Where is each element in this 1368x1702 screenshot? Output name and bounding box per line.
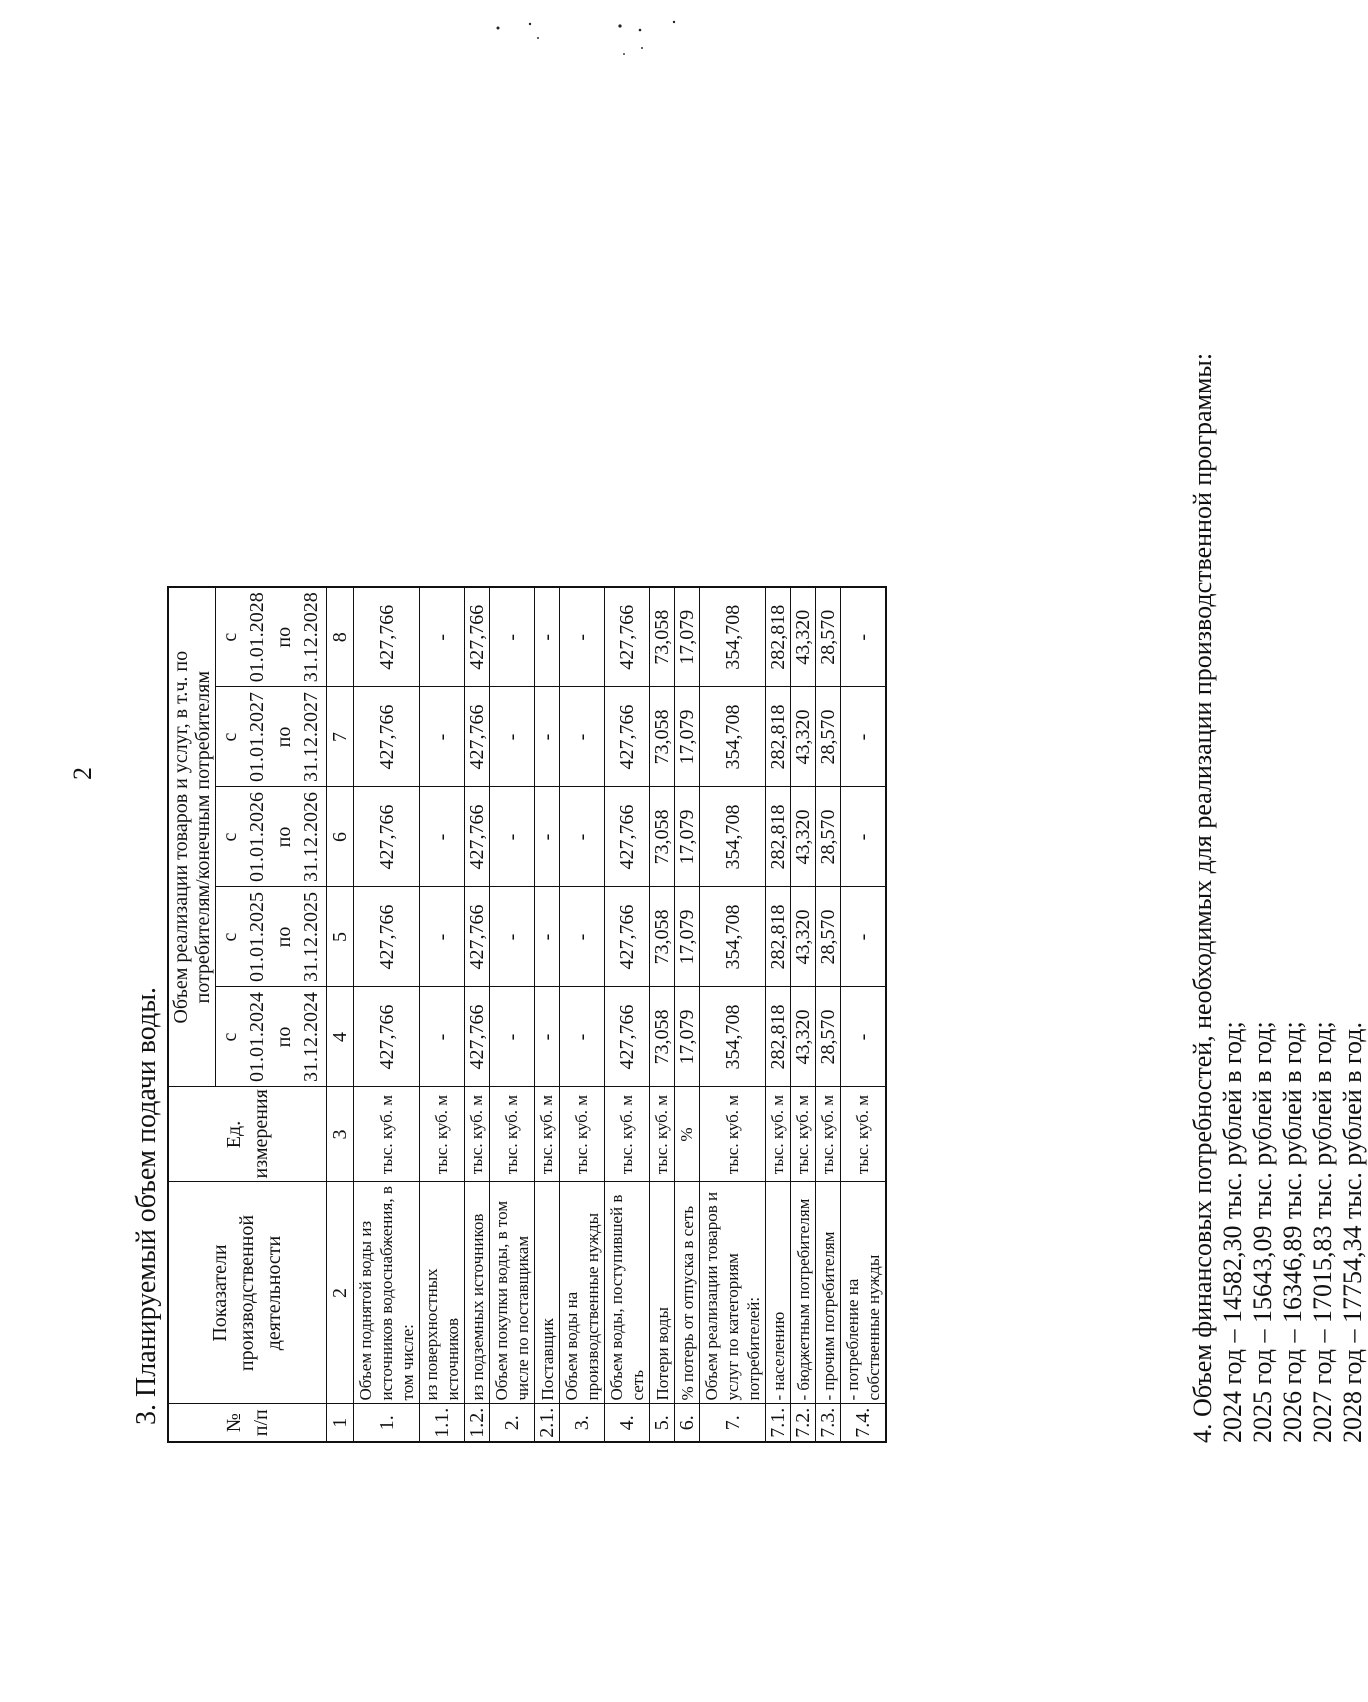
table-row	[675, 587, 700, 1442]
row-unit: тыс. куб. м	[791, 1087, 816, 1182]
row-indicator: Объем воды, поступившей в сеть	[605, 1182, 650, 1404]
section-3-title: 3. Планируемый объем подачи воды.	[131, 986, 162, 1425]
row-indicator: - населению	[766, 1182, 791, 1404]
column-number: 6	[327, 787, 354, 887]
row-value: 427,766	[465, 587, 490, 687]
row-value: 354,708	[700, 687, 766, 787]
row-unit: тыс. куб. м	[420, 1087, 465, 1182]
row-number: 1.1.	[420, 1404, 465, 1442]
row-value: -	[841, 787, 887, 887]
rotated-page-content	[130, 352, 1367, 1545]
header-period: с 01.01.2026 по 31.12.2026	[216, 787, 327, 887]
row-value: 427,766	[605, 987, 650, 1087]
row-value: -	[560, 987, 605, 1087]
row-indicator: Объем воды на производственные нужды	[560, 1182, 605, 1404]
row-value: 282,818	[766, 787, 791, 887]
row-unit: тыс. куб. м	[700, 1087, 766, 1182]
water-supply-table	[167, 586, 887, 1443]
row-value: -	[420, 687, 465, 787]
row-value: 427,766	[465, 987, 490, 1087]
row-value: -	[560, 587, 605, 687]
row-value: -	[841, 687, 887, 787]
row-value: -	[490, 887, 535, 987]
row-unit: тыс. куб. м	[766, 1087, 791, 1182]
row-indicator: Объем поднятой воды из источников водоснабжения, в том числе:	[354, 1182, 420, 1404]
row-unit: тыс. куб. м	[605, 1087, 650, 1182]
row-unit: тыс. куб. м	[816, 1087, 841, 1182]
finance-line: 2026 год – 16346,89 тыс. рублей в год;	[1278, 1021, 1307, 1443]
row-number: 1.	[354, 1404, 420, 1442]
row-value: 282,818	[766, 687, 791, 787]
row-unit: тыс. куб. м	[490, 1087, 535, 1182]
page-number: 2	[68, 767, 97, 780]
row-value: 427,766	[605, 587, 650, 687]
row-value: 73,058	[650, 587, 675, 687]
row-number: 7.3.	[816, 1404, 841, 1442]
row-indicator: % потерь от отпуска в сеть	[675, 1182, 700, 1404]
row-number: 6.	[675, 1404, 700, 1442]
header-volume: Объем реализации товаров и услуг, в т.ч. по потребителям/конечным потребителям	[168, 587, 216, 1087]
row-indicator: - потребление на собственные нужды	[841, 1182, 887, 1404]
row-indicator: Поставщик	[535, 1182, 560, 1404]
column-number: 3	[327, 1087, 354, 1182]
row-number: 2.1.	[535, 1404, 560, 1442]
row-value: 43,320	[791, 687, 816, 787]
row-indicator: Потери воды	[650, 1182, 675, 1404]
row-value: -	[841, 987, 887, 1087]
scan-artifacts	[490, 8, 730, 68]
table-row	[841, 587, 887, 1442]
table-row	[816, 587, 841, 1442]
row-unit: тыс. куб. м	[560, 1087, 605, 1182]
table-row	[766, 587, 791, 1442]
row-value: -	[560, 687, 605, 787]
row-value: -	[490, 687, 535, 787]
row-value: 427,766	[605, 787, 650, 887]
finance-line: 2024 год – 14582,30 тыс. рублей в год;	[1218, 1021, 1247, 1443]
row-value: 427,766	[465, 887, 490, 987]
row-number: 4.	[605, 1404, 650, 1442]
row-number: 7.1.	[766, 1404, 791, 1442]
row-value: 427,766	[354, 987, 420, 1087]
table-row	[791, 587, 816, 1442]
row-indicator: из подземных источников	[465, 1182, 490, 1404]
row-value: 43,320	[791, 987, 816, 1087]
header-period: с 01.01.2024 по 31.12.2024	[216, 987, 327, 1087]
row-value: -	[841, 587, 887, 687]
row-value: -	[535, 587, 560, 687]
row-indicator: Объем покупки воды, в том числе по поставщикам	[490, 1182, 535, 1404]
row-value: 427,766	[354, 687, 420, 787]
row-value: -	[560, 787, 605, 887]
row-number: 5.	[650, 1404, 675, 1442]
header-num: № п/п	[168, 1404, 327, 1442]
row-unit: тыс. куб. м	[650, 1087, 675, 1182]
header-unit: Ед. измерения	[168, 1087, 327, 1182]
row-value: 17,079	[675, 987, 700, 1087]
row-value: -	[490, 787, 535, 887]
row-value: -	[420, 587, 465, 687]
column-number: 4	[327, 987, 354, 1087]
row-value: -	[535, 887, 560, 987]
row-value: 73,058	[650, 787, 675, 887]
row-value: 354,708	[700, 587, 766, 687]
column-number: 5	[327, 887, 354, 987]
row-value: -	[490, 587, 535, 687]
row-value: -	[535, 987, 560, 1087]
row-value: 354,708	[700, 887, 766, 987]
column-number: 7	[327, 687, 354, 787]
header-period: с 01.01.2027 по 31.12.2027	[216, 687, 327, 787]
row-value: 73,058	[650, 687, 675, 787]
row-value: 427,766	[605, 687, 650, 787]
header-period: с 01.01.2028 по 31.12.2028	[216, 587, 327, 687]
row-value: 427,766	[605, 887, 650, 987]
row-value: 282,818	[766, 887, 791, 987]
row-indicator: - бюджетным потребителям	[791, 1182, 816, 1404]
finance-line: 2028 год – 17754,34 тыс. рублей в год.	[1338, 1022, 1367, 1443]
row-value: 73,058	[650, 887, 675, 987]
table-row	[490, 587, 535, 1442]
row-value: 427,766	[465, 687, 490, 787]
row-number: 1.2.	[465, 1404, 490, 1442]
row-value: -	[841, 887, 887, 987]
row-indicator: - прочим потребителям	[816, 1182, 841, 1404]
row-unit: тыс. куб. м	[841, 1087, 887, 1182]
row-value: -	[490, 987, 535, 1087]
column-number: 2	[327, 1182, 354, 1404]
table-row	[535, 587, 560, 1442]
row-value: -	[560, 887, 605, 987]
row-value: 43,320	[791, 887, 816, 987]
row-indicator: Объем реализации товаров и услуг по категориям потребителей:	[700, 1182, 766, 1404]
header-period: с 01.01.2025 по 31.12.2025	[216, 887, 327, 987]
row-value: 282,818	[766, 587, 791, 687]
table-row	[420, 587, 465, 1442]
row-value: -	[420, 787, 465, 887]
row-value: 28,570	[816, 587, 841, 687]
row-value: 28,570	[816, 687, 841, 787]
row-value: 43,320	[791, 587, 816, 687]
table-body	[354, 587, 887, 1442]
row-value: 427,766	[354, 887, 420, 987]
table-row	[354, 587, 420, 1442]
row-value: 17,079	[675, 587, 700, 687]
row-value: 28,570	[816, 787, 841, 887]
row-value: -	[535, 687, 560, 787]
row-value: 17,079	[675, 887, 700, 987]
row-value: 427,766	[354, 587, 420, 687]
row-number: 7.4.	[841, 1404, 887, 1442]
row-value: 28,570	[816, 987, 841, 1087]
row-value: 43,320	[791, 787, 816, 887]
row-unit: тыс. куб. м	[354, 1087, 420, 1182]
column-number-row	[327, 587, 354, 1442]
row-unit: тыс. куб. м	[535, 1087, 560, 1182]
finance-line: 2025 год – 15643,09 тыс. рублей в год;	[1248, 1021, 1277, 1443]
row-number: 3.	[560, 1404, 605, 1442]
row-value: -	[420, 887, 465, 987]
row-value: 354,708	[700, 787, 766, 887]
section-4-title: 4. Объем финансовых потребностей, необходимых для реализации производственной программы:	[1188, 352, 1217, 1443]
finance-line: 2027 год – 17015,83 тыс. рублей в год;	[1308, 1021, 1337, 1443]
table-row	[465, 587, 490, 1442]
column-number: 8	[327, 587, 354, 687]
row-number: 2.	[490, 1404, 535, 1442]
row-unit: тыс. куб. м	[465, 1087, 490, 1182]
row-number: 7.2.	[791, 1404, 816, 1442]
row-value: 354,708	[700, 987, 766, 1087]
row-value: 73,058	[650, 987, 675, 1087]
row-unit: %	[675, 1087, 700, 1182]
section-4	[1188, 353, 1368, 1443]
table-row	[700, 587, 766, 1442]
row-value: 282,818	[766, 987, 791, 1087]
row-value: 28,570	[816, 887, 841, 987]
row-value: 17,079	[675, 787, 700, 887]
table-row	[560, 587, 605, 1442]
row-value: -	[420, 987, 465, 1087]
row-number: 7.	[700, 1404, 766, 1442]
table-row	[650, 587, 675, 1442]
row-value: 427,766	[465, 787, 490, 887]
row-value: 427,766	[354, 787, 420, 887]
row-indicator: из поверхностных источников	[420, 1182, 465, 1404]
row-value: -	[535, 787, 560, 887]
row-value: 17,079	[675, 687, 700, 787]
column-number: 1	[327, 1404, 354, 1442]
header-indicator: Показатели производственной деятельности	[168, 1182, 327, 1404]
table-row	[605, 587, 650, 1442]
